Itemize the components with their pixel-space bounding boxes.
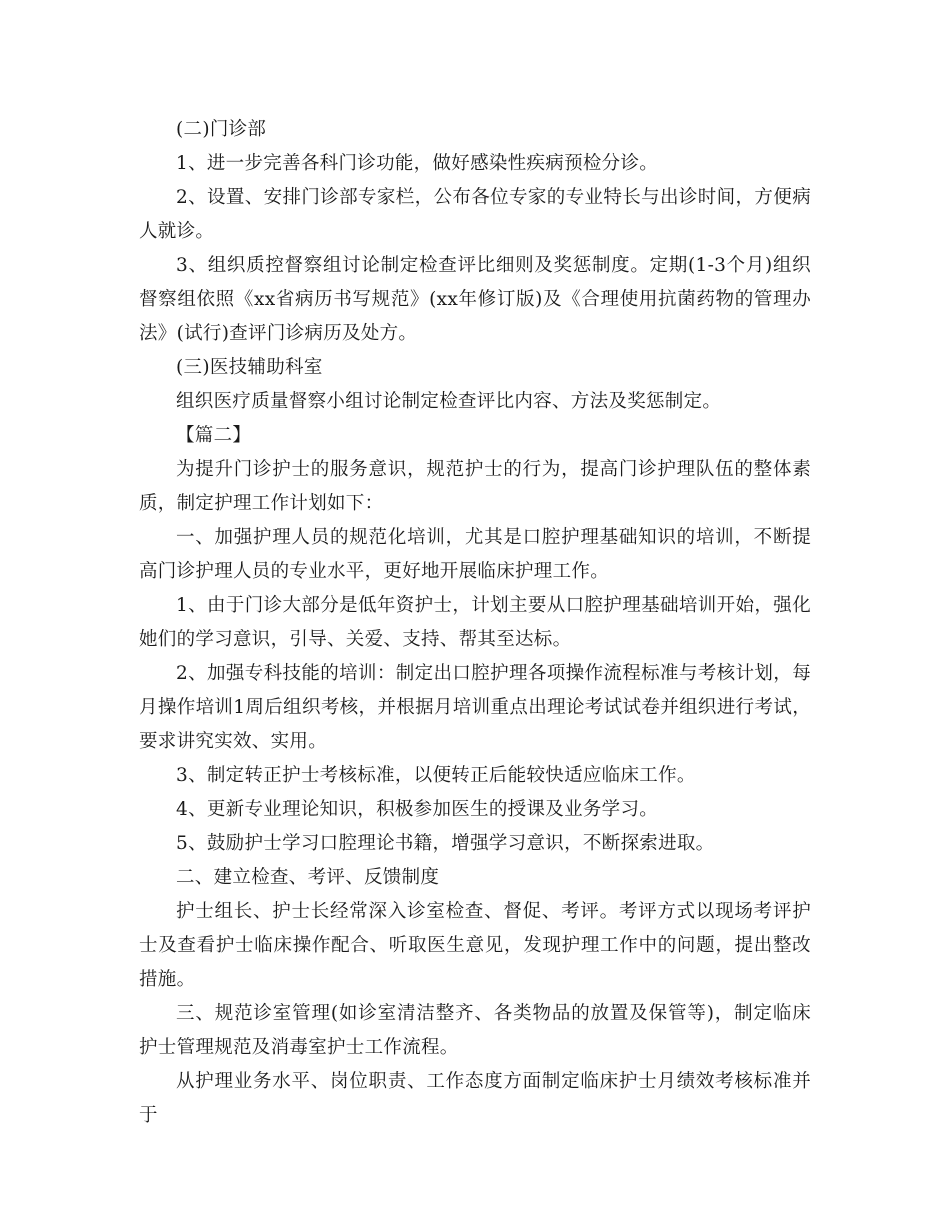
paragraph: 一、加强护理人员的规范化培训，尤其是口腔护理基础知识的培训，不断提高门诊护理人员的专业水平，更好地开展临床护理工作。 <box>139 527 811 582</box>
section-heading-medical-tech: (三)医技辅助科室 <box>176 357 323 378</box>
paragraph: 2、加强专科技能的培训：制定出口腔护理各项操作流程标准与考核计划，每月操作培训1周后组织考核，并根据月培训重点出理论考试试卷并组织进行考试，要求讲究实效、实用。 <box>139 663 811 752</box>
paragraph: 从护理业务水平、岗位职责、工作态度方面制定临床护士月绩效考核标准并于 <box>139 1071 811 1126</box>
chapter-heading: 【篇二】 <box>176 425 252 446</box>
paragraph: 1、进一步完善各科门诊功能，做好感染性疾病预检分诊。 <box>176 153 659 174</box>
paragraph: 3、制定转正护士考核标准，以便转正后能较快适应临床工作。 <box>176 765 696 786</box>
paragraph: 3、组织质控督察组讨论制定检查评比细则及奖惩制度。定期(1-3个月)组织督察组依照《xx省病历书写规范》(xx年修订版)及《合理使用抗菌药物的管理办法》(试行)查评门诊病历及处方。 <box>139 255 811 344</box>
paragraph: 组织医疗质量督察小组讨论制定检查评比内容、方法及奖惩制定。 <box>176 391 722 412</box>
paragraph: 为提升门诊护士的服务意识，规范护士的行为，提高门诊护理队伍的整体素质，制定护理工作计划如下： <box>139 459 811 514</box>
paragraph: 护士组长、护士长经常深入诊室检查、督促、考评。考评方式以现场考评护士及查看护士临床操作配合、听取医生意见，发现护理工作中的问题，提出整改措施。 <box>139 901 811 990</box>
document-body <box>139 113 811 1133</box>
paragraph: 三、规范诊室管理(如诊室清洁整齐、各类物品的放置及保管等)，制定临床护士管理规范及消毒室护士工作流程。 <box>139 1003 811 1058</box>
section-heading-outpatient: (二)门诊部 <box>176 119 267 140</box>
paragraph: 4、更新专业理论知识，积极参加医生的授课及业务学习。 <box>176 799 659 820</box>
paragraph: 2、设置、安排门诊部专家栏，公布各位专家的专业特长与出诊时间，方便病人就诊。 <box>139 187 811 242</box>
paragraph: 5、鼓励护士学习口腔理论书籍，增强学习意识，不断探索进取。 <box>176 833 715 854</box>
section-heading-inspection: 二、建立检查、考评、反馈制度 <box>176 867 440 888</box>
paragraph: 1、由于门诊大部分是低年资护士，计划主要从口腔护理基础培训开始，强化她们的学习意识，引导、关爱、支持、帮其至达标。 <box>139 595 811 650</box>
